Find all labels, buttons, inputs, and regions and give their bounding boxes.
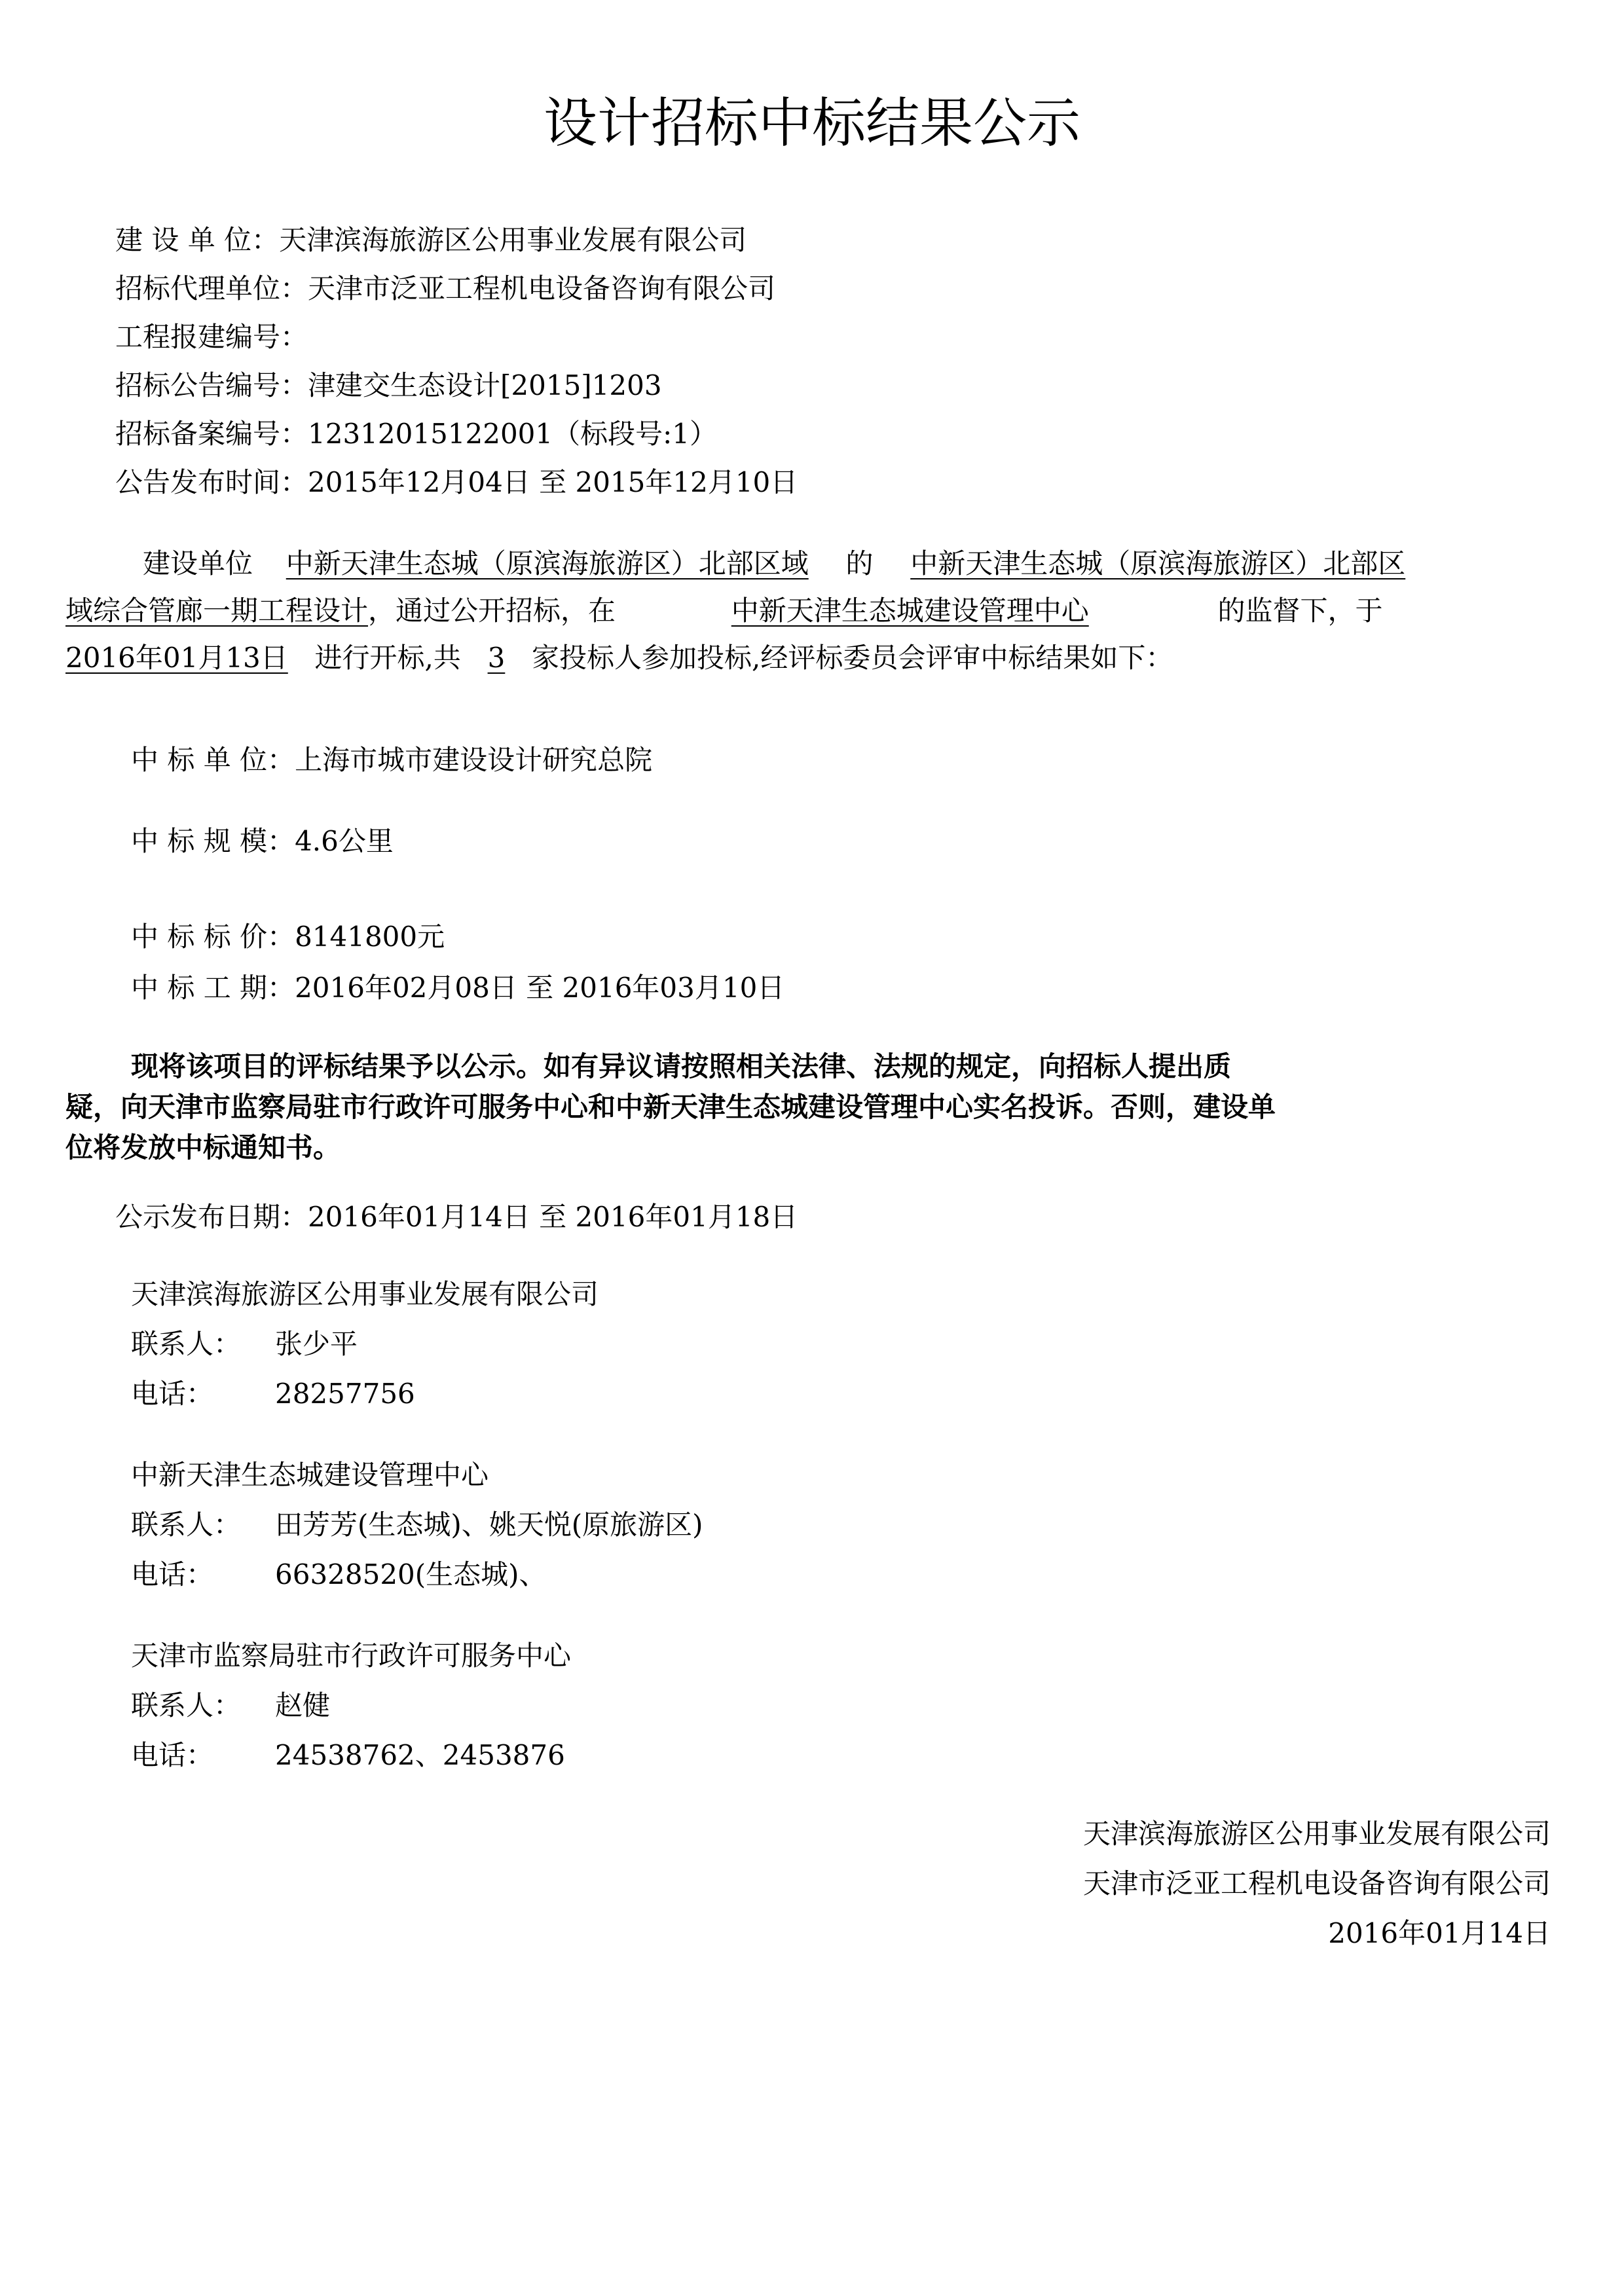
paragraph-line-2 bbox=[65, 597, 1565, 625]
p1-owner-underlined: 中新天津生态城（原滨海旅游区）北部区域 bbox=[286, 547, 809, 579]
p1-project-underlined-1: 中新天津生态城（原滨海旅游区）北部区 bbox=[910, 547, 1406, 579]
notice-line-1: 现将该项目的评标结果予以公示。如有异议请按照相关法律、法规的规定，向招标人提出质 bbox=[131, 1050, 1232, 1082]
paragraph-line-3 bbox=[65, 644, 1173, 672]
contact-phone-label-3: 电话： bbox=[131, 1739, 214, 1771]
contact-person-label-2: 联系人： bbox=[131, 1509, 242, 1541]
agent-value: 天津市泛亚工程机电设备咨询有限公司 bbox=[308, 272, 776, 304]
signature-line-1: 天津滨海旅游区公用事业发展有限公司 bbox=[1082, 1818, 1551, 1850]
notice-no-value: 津建交生态设计[2015]1203 bbox=[308, 369, 662, 401]
paragraph-line-1 bbox=[143, 547, 1406, 579]
winner-row bbox=[131, 746, 652, 774]
p1-text-a: 建设单位 bbox=[143, 547, 253, 579]
contact-person-label: 联系人： bbox=[131, 1328, 242, 1360]
publicity-row bbox=[115, 1203, 798, 1231]
contact-person-3: 赵健 bbox=[275, 1689, 331, 1721]
agent-label: 招标代理单位： bbox=[115, 272, 308, 304]
period-row bbox=[131, 974, 784, 1002]
project-no-row bbox=[115, 323, 308, 351]
contact-person-1: 张少平 bbox=[275, 1328, 358, 1360]
signature-date: 2016年01月14日 bbox=[1328, 1917, 1551, 1949]
owner-label: 建 设 单 位： bbox=[115, 224, 280, 256]
price-row bbox=[131, 923, 445, 951]
scale-value: 4.6公里 bbox=[295, 825, 394, 857]
contact-org-2: 中新天津生态城建设管理中心 bbox=[131, 1459, 489, 1491]
contact-phone-1: 28257756 bbox=[275, 1378, 415, 1410]
p1-text-c: ，通过公开招标，在 bbox=[368, 595, 616, 627]
notice-no-label: 招标公告编号： bbox=[115, 369, 308, 401]
notice-line-3: 位将发放中标通知书。 bbox=[65, 1131, 341, 1164]
publish-time-label: 公告发布时间： bbox=[115, 466, 308, 498]
contact-person-2: 田芳芳(生态城)、姚天悦(原旅游区) bbox=[275, 1509, 703, 1541]
p1-text-d: 的监督下，于 bbox=[1217, 595, 1383, 627]
p1-supervisor-underlined: 中新天津生态城建设管理中心 bbox=[731, 595, 1089, 627]
price-label: 中 标 标 价： bbox=[131, 921, 295, 953]
contact-phone-2: 66328520(生态城)、 bbox=[275, 1558, 547, 1590]
p1-text-b: 的 bbox=[845, 547, 874, 579]
agent-row bbox=[115, 272, 776, 304]
winner-value: 上海市城市建设设计研究总院 bbox=[295, 744, 653, 776]
owner-value: 天津滨海旅游区公用事业发展有限公司 bbox=[279, 224, 747, 256]
owner-row bbox=[115, 224, 747, 256]
period-value: 2016年02月08日 至 2016年03月10日 bbox=[295, 972, 785, 1004]
project-no-label: 工程报建编号： bbox=[115, 321, 308, 353]
period-label: 中 标 工 期： bbox=[131, 972, 295, 1004]
p1-count-underlined: 3 bbox=[487, 642, 506, 674]
price-value: 8141800元 bbox=[295, 921, 445, 953]
notice-no-row bbox=[115, 369, 662, 401]
publish-time-value: 2015年12月04日 至 2015年12月10日 bbox=[308, 466, 798, 498]
contact-org-1: 天津滨海旅游区公用事业发展有限公司 bbox=[131, 1278, 599, 1310]
publicity-value: 2016年01月14日 至 2016年01月18日 bbox=[308, 1201, 798, 1233]
p1-text-e: 进行开标,共 bbox=[314, 642, 461, 674]
record-no-label: 招标备案编号： bbox=[115, 418, 308, 450]
record-no-row bbox=[115, 420, 717, 448]
scale-label: 中 标 规 模： bbox=[131, 825, 295, 857]
p1-text-f: 家投标人参加投标,经评标委员会评审中标结果如下： bbox=[532, 642, 1173, 674]
winner-label: 中 标 单 位： bbox=[131, 744, 295, 776]
notice-line-2: 疑，向天津市监察局驻市行政许可服务中心和中新天津生态城建设管理中心实名投诉。否则，建设单 bbox=[65, 1091, 1276, 1123]
contact-person-row-1 bbox=[131, 1328, 242, 1360]
contact-phone-label-1: 电话： bbox=[131, 1378, 214, 1410]
contact-org-3: 天津市监察局驻市行政许可服务中心 bbox=[131, 1640, 572, 1672]
publicity-label: 公示发布日期： bbox=[115, 1201, 308, 1233]
page-title: 设计招标中标结果公示 bbox=[543, 92, 1080, 155]
contact-phone-label-2: 电话： bbox=[131, 1558, 214, 1590]
signature-line-2: 天津市泛亚工程机电设备咨询有限公司 bbox=[1082, 1867, 1551, 1900]
publish-time-row bbox=[115, 466, 798, 498]
p1-project-underlined-2: 域综合管廊一期工程设计 bbox=[65, 595, 369, 627]
p1-date-underlined: 2016年01月13日 bbox=[65, 642, 288, 674]
scale-row bbox=[131, 825, 394, 857]
contact-person-label-3: 联系人： bbox=[131, 1689, 242, 1721]
contact-phone-3: 24538762、2453876 bbox=[275, 1739, 565, 1771]
record-no-value: 12312015122001（标段号:1） bbox=[308, 418, 717, 450]
